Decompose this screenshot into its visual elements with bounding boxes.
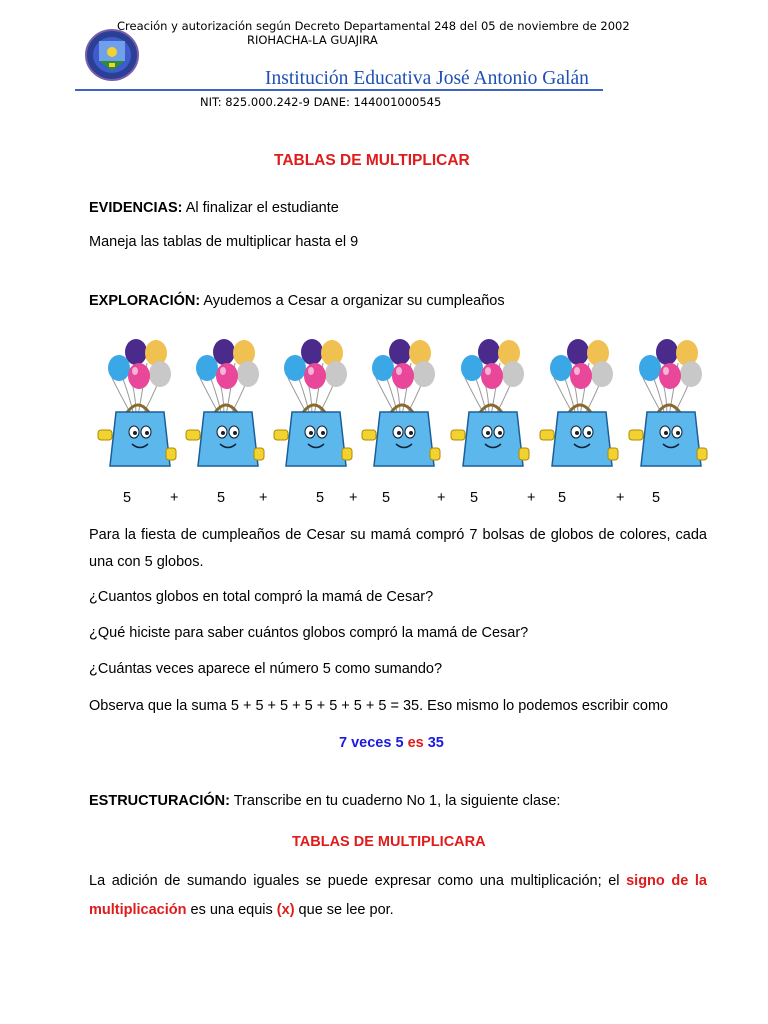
school-crest [85,28,139,82]
balloon-bag [356,338,436,468]
balloon-bag [92,338,172,468]
adicion-red-1: signo de la [626,873,707,889]
exploracion-text: Ayudemos a Cesar a organizar su cumpleaños [200,293,505,309]
question-1: ¿Cuantos globos en total compró la mamá de Cesar? [89,589,434,605]
evidencias-text: Al finalizar el estudiante [182,200,339,216]
evidencias-label: EVIDENCIAS: [89,200,183,216]
nit-line: NIT: 825.000.242-9 DANE: 144001000545 [200,95,442,109]
plus-sign: + [259,490,268,506]
plus-sign: + [616,490,625,506]
sum-term: 5 [652,490,661,506]
adicion-x: (x) [276,902,295,918]
estructuracion-line [89,793,560,809]
page-title: TABLAS DE MULTIPLICAR [274,152,470,169]
question-2: ¿Qué hiciste para saber cuántos globos compró la mamá de Cesar? [89,625,529,641]
balloon-bag [180,338,260,468]
sum-term: 5 [316,490,325,506]
result-es: es [407,735,424,751]
sum-term: 5 [217,490,226,506]
sum-term: 5 [470,490,479,506]
adicion-text-2: es una equis [186,902,277,918]
adicion-text-3: que se lee por. [294,902,394,918]
result-line [339,735,444,751]
decree-line: Creación y autorización según Decreto Departamental 248 del 05 de noviembre de 2002 [117,19,630,33]
exploracion-label: EXPLORACIÓN: [89,293,201,309]
city-line: RIOHACHA-LA GUAJIRA [247,33,378,47]
balloon-bag [623,338,703,468]
plus-sign: + [437,490,446,506]
adicion-text-1: La adición de sumando iguales se puede expresar como una multiplicación; el [89,873,627,889]
sum-term: 5 [558,490,567,506]
observa-text: Observa que la suma 5 + 5 + 5 + 5 + 5 + 5 + 5 = 35. Eso mismo lo podemos escribir como [89,698,669,714]
evidencias-line [89,200,339,216]
balloon-bag [268,338,348,468]
evidencias-item: Maneja las tablas de multiplicar hasta el 9 [89,234,359,250]
adicion-paragraph [89,867,707,925]
plus-sign: + [527,490,536,506]
balloon-bag [534,338,614,468]
exploracion-line [89,293,505,309]
balloon-bag [445,338,525,468]
sum-term: 5 [382,490,391,506]
institution-name: Institución Educativa José Antonio Galán [265,68,589,89]
question-3: ¿Cuántas veces aparece el número 5 como sumando? [89,661,443,677]
sum-term: 5 [123,490,132,506]
result-times: 7 veces [339,735,392,751]
section-subtitle: TABLAS DE MULTIPLICARA [292,834,486,850]
estructuracion-label: ESTRUCTURACIÓN: [89,793,230,809]
plus-sign: + [349,490,358,506]
result-five: 5 [395,735,404,751]
plus-sign: + [170,490,179,506]
problem-text: Para la fiesta de cumpleaños de Cesar su mamá compró 7 bolsas de globos de colores, cada una con 5 globos. [89,527,707,570]
adicion-red-2: multiplicación [89,902,187,918]
result-total: 35 [427,735,444,751]
estructuracion-text: Transcribe en tu cuaderno No 1, la siguiente clase: [229,793,561,809]
header-rule [75,89,603,91]
